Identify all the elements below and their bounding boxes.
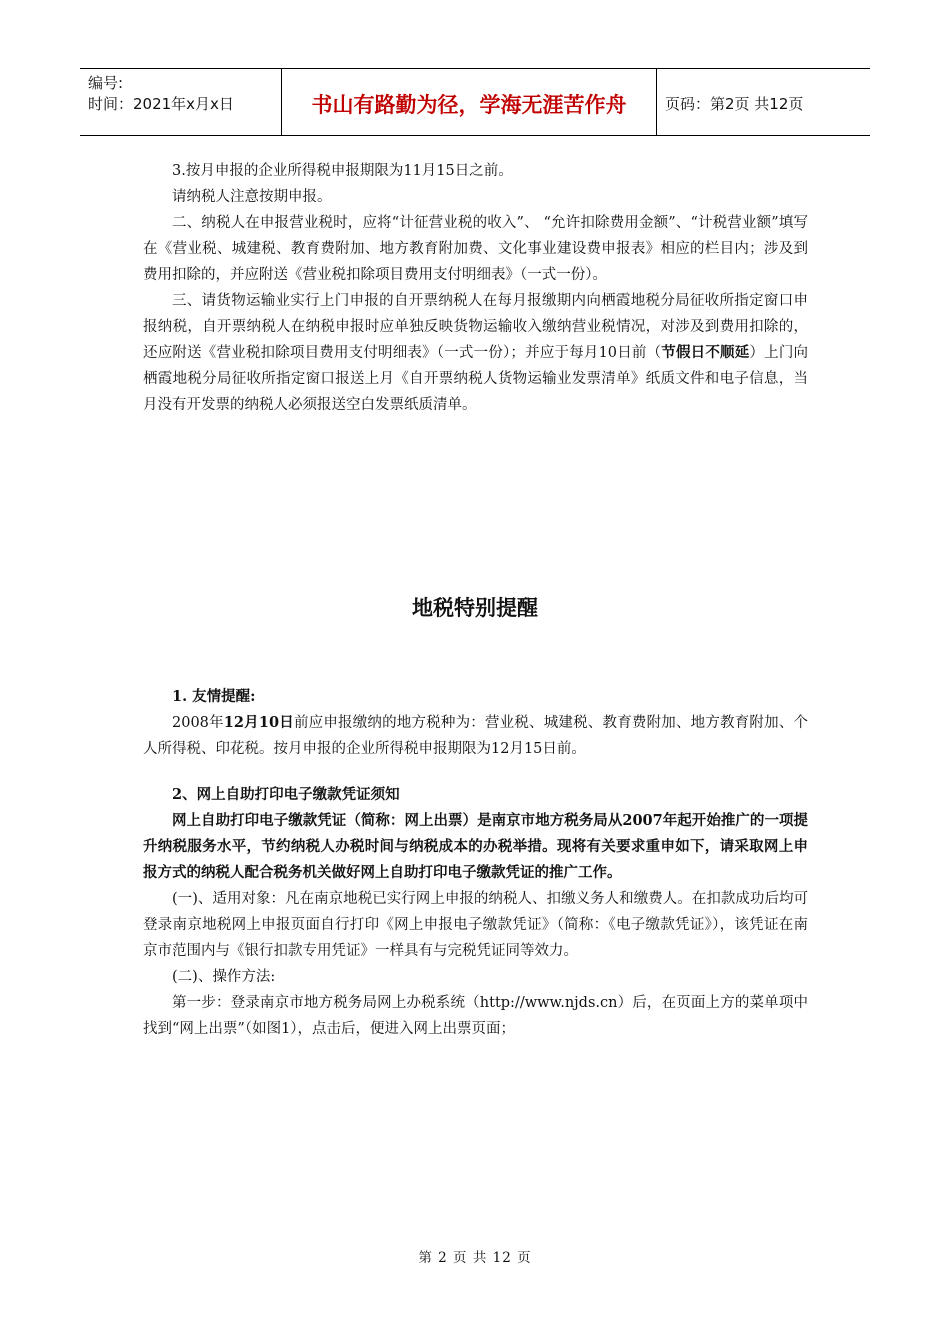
header-page-code: 页码：第2页 共12页 [665, 94, 804, 113]
paragraph-text: 前应申报缴纳的地方税种为：营业税、城建税、教育费附加、地方教育附加、个人所得税、印花税。按月申报的企业所得税申报期限为12月15日前。 [143, 715, 809, 757]
paragraph-text: 2008年 [172, 715, 224, 731]
section-title: 地税特别提醒 [412, 596, 538, 620]
paragraph-text: 三、请货物运输业实行上门申报的自开票纳税人在每月报缴期内向栖霞地税分局征收所指定窗口申报纳税，自开票纳税人在纳税申报时应单独反映货物运输收入缴纳营业税情况，对涉及到费用扣除的，还应附送《营业税扣除项目费用支付明细表》（一式一份）；并应于每月10日前（ [143, 293, 808, 361]
body-section-1 [143, 158, 808, 418]
paragraph: 请纳税人注意按期申报。 [172, 189, 332, 205]
paragraph: 3.按月申报的企业所得税申报期限为11月15日之前。 [172, 163, 513, 179]
emphasis-text: 12月10日 [223, 714, 294, 731]
page-footer: 第 2 页 共 12 页 [418, 1250, 532, 1266]
emphasis-text: 节假日不顺延 [661, 344, 750, 361]
page-header [80, 68, 870, 136]
paragraph [143, 288, 808, 418]
paragraph: (一)、适用对象：凡在南京地税已实行网上申报的纳税人、扣缴义务人和缴费人。在扣款成功后均可登录南京地税网上申报页面自行打印《网上申报电子缴款凭证》（简称：《电子缴款凭证》），该凭证在南京市范围内与《银行扣款专用凭证》一样具有与完税凭证同等效力。 [143, 891, 808, 959]
body-section-2 [143, 684, 808, 1042]
paragraph: 二、纳税人在申报营业税时，应将“计征营业税的收入”、 “允许扣除费用金额”、“计税营业额”填写在《营业税、城建税、教育费附加、地方教育附加费、文化事业建设费申报表》相应的栏目内；涉及到费用扣除的，并应附送《营业税扣除项目费用支付明细表》（一式一份）。 [143, 215, 808, 283]
paragraph [143, 710, 808, 762]
document-time-label: 时间：2021年x月x日 [88, 95, 234, 113]
subheading: 2、网上自助打印电子缴款凭证须知 [172, 786, 400, 803]
spacer [143, 762, 808, 782]
header-motto: 书山有路勤为径，学海无涯苦作舟 [282, 69, 657, 135]
document-number-label: 编号: [88, 74, 124, 92]
paragraph: 第一步：登录南京市地方税务局网上办税系统（http://www.njds.cn）后，在页面上方的菜单项中找到“网上出票”（如图1），点击后，便进入网上出票页面； [143, 995, 808, 1037]
paragraph-text: ）上门向栖霞地税分局征收所指定窗口报送上月《自开票纳税人货物运输业发票清单》纸质文件和电子信息，当月没有开发票的纳税人必须报送空白发票纸质清单。 [143, 345, 809, 413]
paragraph: 网上自助打印电子缴款凭证（简称：网上出票）是南京市地方税务局从2007年起开始推广的一项提升纳税服务水平，节约纳税人办税时间与纳税成本的办税举措。现将有关要求重申如下，请采取网上申报方式的纳税人配合税务机关做好网上自助打印电子缴款凭证的推广工作。 [143, 812, 808, 881]
subheading: 1. 友情提醒: [172, 688, 256, 705]
header-meta [80, 69, 282, 135]
paragraph: (二)、操作方法: [172, 969, 276, 985]
